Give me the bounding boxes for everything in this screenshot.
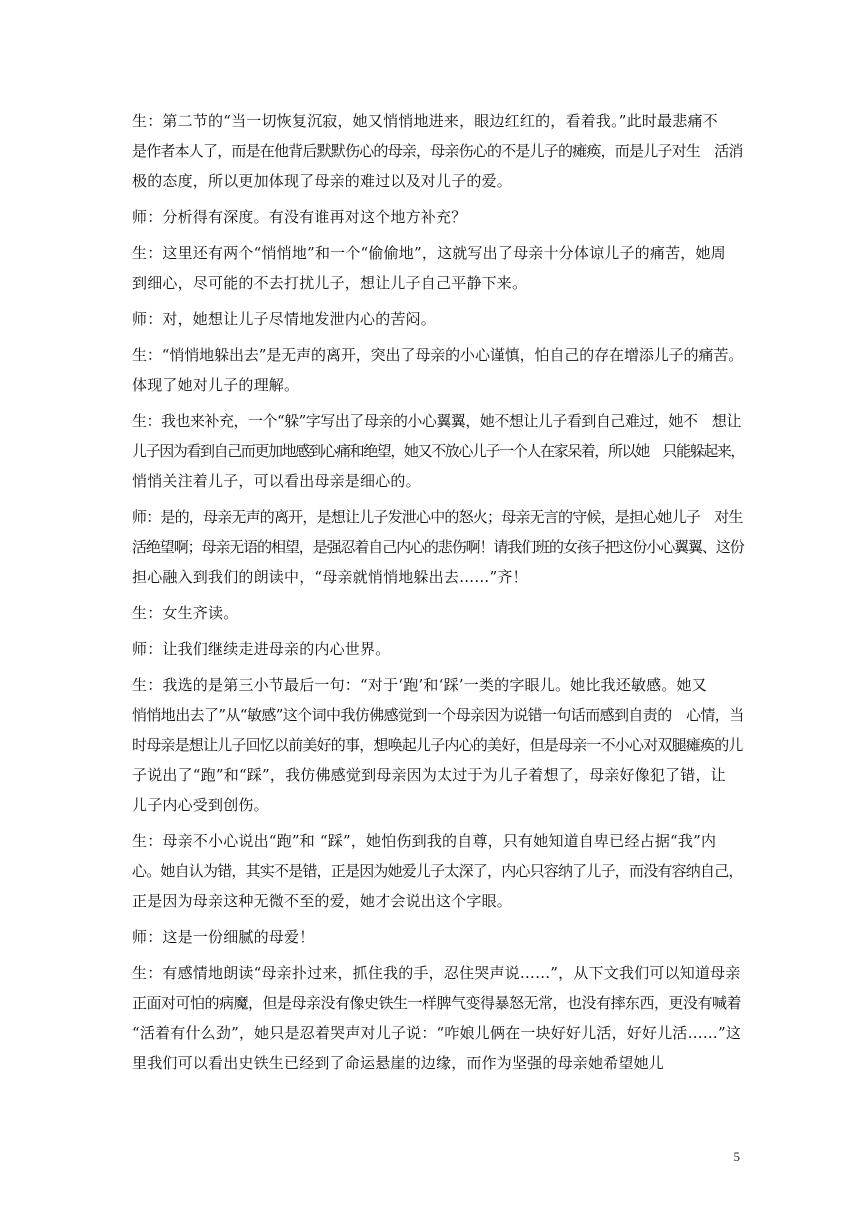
text-line: “活着有什么劲”，她只是忍着哭声对儿子说：“咋娘儿俩在一块好好儿活，好好儿活……”这: [132, 1024, 742, 1042]
text-line: 儿子内心受到创伤。: [132, 796, 269, 814]
text-line: 生：“悄悄地躲出去”是无声的离开，突出了母亲的小心谨慎，怕自己的存在增添儿子的痛苦。: [132, 346, 744, 364]
dialogue-paragraph: [132, 406, 745, 496]
dialogue-paragraph: [132, 340, 742, 400]
text-line: 儿子因为看到自己而更加地感到心痛和绝望，她又不放心儿子一个人在家呆着，所以她 只能躲起来，: [132, 442, 745, 460]
text-line: 正面对可怕的病魔，但是母亲没有像史铁生一样脾气变得暴怒无常，也没有摔东西，更没有喊着: [132, 994, 742, 1012]
text-line: 时母亲是想让儿子回忆以前美好的事，想唤起儿子内心的美好，但是母亲一不小心对双腿瘫痪的儿: [132, 736, 743, 754]
dialogue-paragraph: [132, 502, 742, 592]
text-line: 活绝望啊；母亲无语的相望，是强忍着自己内心的悲伤啊！请我们班的女孩子把这份小心翼翼、这份: [132, 538, 744, 556]
text-line: 里我们可以看出史铁生已经到了命运悬崖的边缘，而作为坚强的母亲她希望她儿: [132, 1054, 665, 1072]
text-line: 生：我也来补充，一个“躲”字写出了母亲的小心翼翼，她不想让儿子看到自己难过，她不 想让: [132, 412, 741, 430]
text-line: 生：这里还有两个“悄悄地”和一个“偷偷地”，这就写出了母亲十分体谅儿子的痛苦，她周: [132, 244, 726, 262]
text-line: 到细心，尽可能的不去打扰儿子，想让儿子自己平静下来。: [132, 274, 528, 292]
dialogue-paragraph: [132, 238, 742, 298]
text-line: 生：我选的是第三小节最后一句：“对于‘跑’和‘踩’一类的字眼儿。她比我还敏感。她又: [132, 676, 707, 694]
text-line: 极的态度，所以更加体现了母亲的难过以及对儿子的爱。: [132, 172, 513, 190]
page-number: 5: [733, 1149, 740, 1164]
text-line: 子说出了“跑”和“踩”，我仿佛感觉到母亲因为太过于为儿子着想了，母亲好像犯了错，让: [132, 766, 726, 784]
dialogue-paragraph: [132, 106, 742, 196]
document-body: [132, 106, 745, 1084]
text-line: 正是因为母亲这种无微不至的爱，她才会说出这个字眼。: [132, 892, 513, 910]
text-line: 是作者本人了，而是在他背后默默伤心的母亲，母亲伤心的不是儿子的瘫痪，而是儿子对生 活消: [132, 142, 743, 160]
text-line: 师：对，她想让儿子尽情地发泄内心的苦闷。: [132, 310, 437, 328]
text-line: 师：分析得有深度。有没有谁再对这个地方补充？: [132, 208, 467, 226]
text-line: 悄悄地出去了”从“敏感”这个词中我仿佛感觉到一个母亲因为说错一句话而感到自责的 心情，当: [132, 706, 744, 724]
dialogue-paragraph: [132, 634, 742, 664]
text-line: 师：是的，母亲无声的离开，是想让儿子发泄心中的怒火；母亲无言的守候，是担心她儿子 对生: [132, 508, 743, 526]
text-line: 师：这是一份细腻的母爱！: [132, 928, 315, 946]
dialogue-paragraph: [132, 922, 742, 952]
dialogue-paragraph: [132, 826, 742, 916]
text-line: 生：有感情地朗读“母亲扑过来，抓住我的手，忍住哭声说……”，从下文我们可以知道母亲: [132, 964, 741, 982]
text-line: 生：母亲不小心说出“跑”和 “踩”，她怕伤到我的自尊，只有她知道自卑已经占据“我”内: [132, 832, 717, 850]
text-line: 师：让我们继续走进母亲的内心世界。: [132, 640, 391, 658]
dialogue-paragraph: [132, 202, 742, 232]
dialogue-paragraph: [132, 958, 742, 1078]
text-line: 悄悄关注着儿子，可以看出母亲是细心的。: [132, 472, 421, 490]
text-line: 生：第二节的“当一切恢复沉寂，她又悄悄地进来，眼边红红的，看着我。”此时最悲痛不: [132, 112, 718, 130]
dialogue-paragraph: [132, 304, 742, 334]
text-line: 体现了她对儿子的理解。: [132, 376, 300, 394]
dialogue-paragraph: [132, 598, 742, 628]
text-line: 生：女生齐读。: [132, 604, 239, 622]
dialogue-paragraph: [132, 670, 742, 820]
text-line: 担心融入到我们的朗读中，“母亲就悄悄地躲出去……”齐！: [132, 568, 528, 586]
text-line: 心。她自认为错，其实不是错，正是因为她爱儿子太深了，内心只容纳了儿子，而没有容纳自己，: [132, 862, 743, 880]
